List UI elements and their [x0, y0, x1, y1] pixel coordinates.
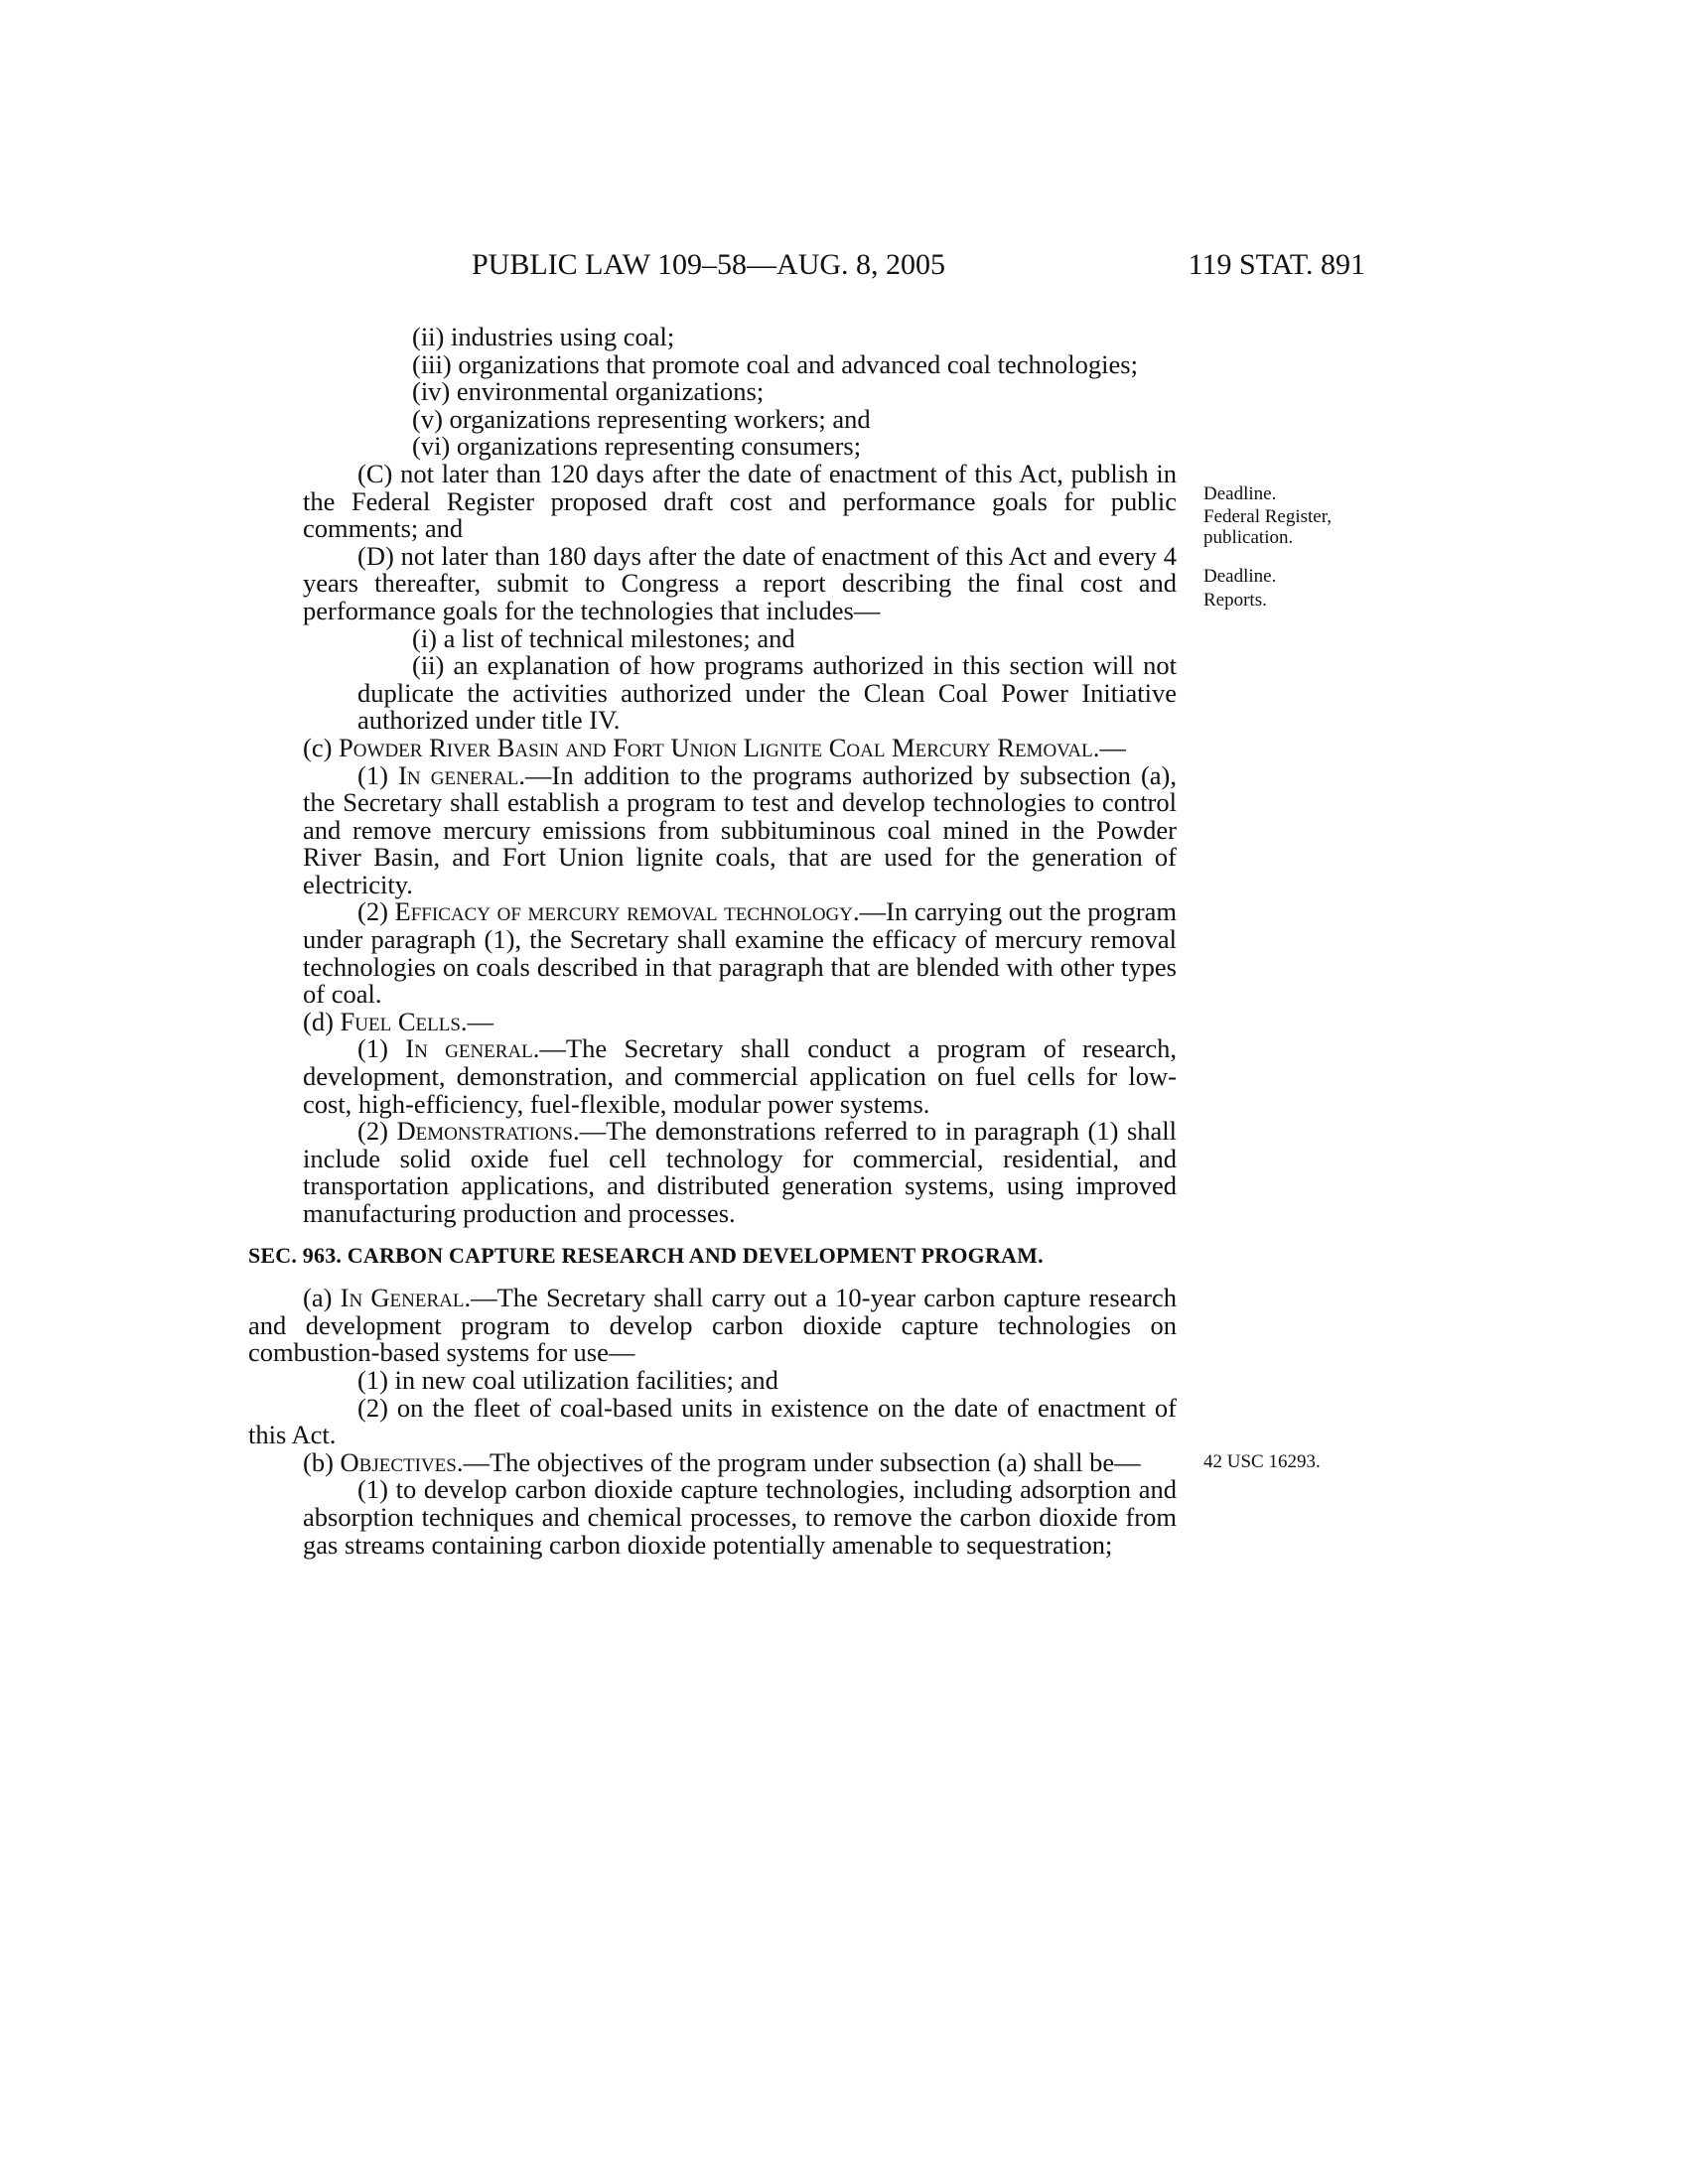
list-item: (ii) industries using coal;: [412, 322, 675, 351]
subsection-c: [248, 732, 1177, 762]
list-item: (iv) environmental organizations;: [412, 376, 765, 407]
statute-page-number: 119 STAT. 891: [1188, 248, 1365, 281]
margin-note-reports: Reports.: [1203, 590, 1267, 611]
paragraph-c2-label: (2): [357, 896, 388, 927]
paragraph-c1-heading: In general.: [398, 759, 526, 790]
paragraph-b1: (1) to develop carbon dioxide capture technologies, including adsorption and absorption techniques and chemical processes, to remove the carbon dioxide from gas streams containing carbon dioxide potentially amenable to sequestration;: [303, 1474, 1177, 1560]
subsection-d-heading: Fuel Cells.—: [340, 1006, 494, 1036]
paragraph-d2: [303, 1118, 1177, 1227]
margin-note-deadline: Deadline.: [1203, 483, 1277, 504]
subsection-b-label: (b): [303, 1446, 334, 1477]
paragraph-d2-label: (2): [357, 1116, 388, 1147]
paragraph-C: (C) not later than 120 days after the date of enactment of this Act, publish in the Federal Register proposed draft cost and performance goals for public comments; and: [303, 458, 1177, 544]
subsection-d-label: (d): [303, 1006, 334, 1036]
paragraph-c2: [303, 898, 1177, 1008]
paragraph-c2-heading: Efficacy of mercury removal technology.: [394, 896, 860, 927]
paragraph-d1-heading: In general.: [405, 1033, 540, 1064]
paragraph-d1-label: (1): [357, 1033, 388, 1064]
subsection-b-heading: Objectives.: [340, 1446, 464, 1477]
list-item: (v) organizations representing workers; and: [412, 403, 871, 434]
margin-note-usc-citation: 42 USC 16293.: [1203, 1451, 1321, 1472]
paragraph-D-i: (i) a list of technical milestones; and: [412, 622, 795, 653]
paragraph-d1-text: —The Secretary shall conduct a program of research, development, demonstration, and commercial application on fuel cells for low-cost, high-efficiency, fuel-flexible, modular power systems.: [303, 1033, 1177, 1119]
paragraph-c1: [303, 759, 1178, 899]
statute-body: [248, 322, 1178, 1560]
margin-note-federal-register: Federal Register, publication.: [1203, 506, 1333, 548]
subsection-a-label: (a): [303, 1283, 333, 1313]
list-item: (iii) organizations that promote coal and advanced coal technologies;: [412, 348, 1138, 379]
paragraph-c2-text: —In carrying out the program under paragraph (1), the Secretary shall examine the efficacy of mercury removal technologies on coals described in that paragraph that are blended with other types of coal.: [303, 896, 1178, 1010]
paragraph-c1-label: (1): [357, 759, 388, 790]
subsection-b: [248, 1446, 1177, 1477]
paragraph-a1: (1) in new coal utilization facilities; and: [357, 1364, 778, 1395]
subsection-c-label: (c): [303, 732, 333, 762]
margin-note-deadline-2: Deadline.: [1203, 566, 1277, 587]
subsection-a-heading: In General.: [340, 1283, 472, 1313]
subsection-a-text: —The Secretary shall carry out a 10-year carbon capture research and development program to develop carbon dioxide capture technologies on combustion-based systems for use—: [248, 1283, 1177, 1368]
list-item: (vi) organizations representing consumers;: [412, 431, 862, 462]
paragraph-D: (D) not later than 180 days after the date of enactment of this Act and every 4 years thereafter, submit to Congress a report describing the final cost and performance goals for the technologies that includes—: [303, 540, 1177, 625]
subsection-d: [248, 1006, 1177, 1036]
page-header: [472, 248, 1365, 288]
paragraph-a2: (2) on the fleet of coal-based units in existence on the date of enactment of this Act.: [248, 1392, 1177, 1450]
paragraph-c1-text: —In addition to the programs authorized by subsection (a), the Secretary shall establish a program to test and develop technologies to control and remove mercury emissions from subbituminous coal mined in the Powder River Basin, and Fort Union lignite coals, that are used for the generation of electricity.: [303, 759, 1178, 899]
paragraph-d1: [303, 1035, 1177, 1118]
paragraph-d2-heading: Demonstrations.: [396, 1116, 580, 1147]
subsection-b-text: —The objectives of the program under subsection (a) shall be—: [463, 1446, 1141, 1477]
section-heading: SEC. 963. CARBON CAPTURE RESEARCH AND DEVELOPMENT PROGRAM.: [248, 1242, 1044, 1268]
paragraph-D-ii: (ii) an explanation of how programs authorized in this section will not duplicate the activities authorized under the Clean Coal Power Initiative authorized under title IV.: [357, 650, 1177, 736]
subsection-c-heading: Powder River Basin and Fort Union Lignite Coal Mercury Removal.—: [339, 732, 1126, 762]
subsection-a: [248, 1285, 1177, 1367]
running-head: PUBLIC LAW 109–58—AUG. 8, 2005: [472, 248, 946, 281]
paragraph-d2-text: —The demonstrations referred to in paragraph (1) shall include solid oxide fuel cell technology for commercial, residential, and transportation applications, and distributed generation systems, using improved manufacturing production and processes.: [303, 1116, 1178, 1228]
